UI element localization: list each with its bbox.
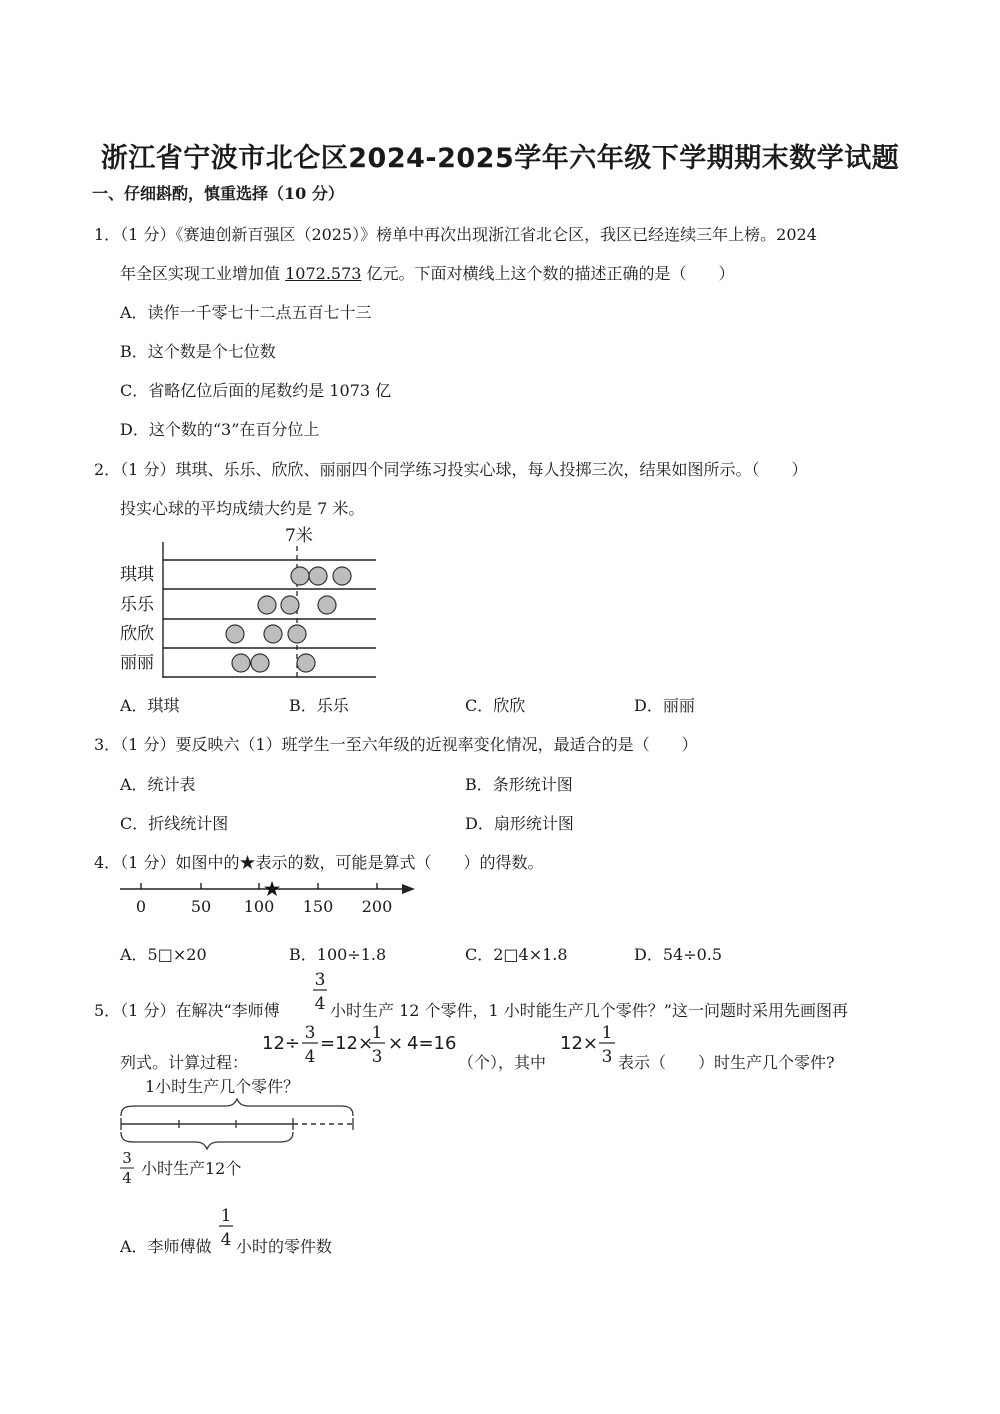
- svg-text:3: 3: [601, 1047, 613, 1067]
- svg-text:3: 3: [371, 1047, 383, 1067]
- q1-option-d[interactable]: D．这个数的“3”在百分位上: [120, 420, 320, 439]
- q5-calc-part-b: =12×: [320, 1033, 374, 1054]
- q2-throw-dot: [232, 654, 250, 672]
- q3-option-b[interactable]: B．条形统计图: [465, 775, 573, 794]
- q2-throw-dot: [288, 625, 306, 643]
- q5-option-a-fraction: [218, 1204, 234, 1252]
- q2-throw-dot: [251, 654, 269, 672]
- svg-text:1: 1: [371, 1023, 383, 1043]
- q4-option-b[interactable]: B．100÷1.8: [289, 945, 387, 964]
- svg-text:4: 4: [314, 994, 326, 1014]
- q2-name-qiqi: 琪琪: [120, 565, 154, 585]
- q2-line2: 投实心球的平均成绩大约是 7 米。: [120, 499, 365, 518]
- q2-option-a[interactable]: A．琪琪: [120, 696, 180, 715]
- q5-unit-text: （个），其中: [458, 1053, 547, 1072]
- q5-bottom-brace: [121, 1132, 293, 1149]
- q2-chart-7m-label: 7米: [285, 526, 313, 546]
- q2-line1: 2．（1 分）琪琪、乐乐、欣欣、丽丽四个同学练习投实心球，每人投掷三次，结果如图所示。（ ）: [94, 460, 808, 479]
- q2-option-d[interactable]: D．丽丽: [634, 696, 695, 715]
- q1-option-c[interactable]: C．省略亿位后面的尾数约是 1073 亿: [120, 381, 392, 400]
- q1-line2-pre: 年全区实现工业增加值: [120, 264, 286, 283]
- q1-line1: 1．（1 分）《赛迪创新百强区（2025）》榜单中再次出现浙江省北仑区，我区已经连续三年上榜。2024: [94, 225, 817, 244]
- q1-line2-post: 亿元。下面对横线上这个数的描述正确的是（ ）: [361, 264, 735, 283]
- q3-option-c[interactable]: C．折线统计图: [120, 814, 229, 833]
- q2-throw-dot: [281, 596, 299, 614]
- q4-option-c[interactable]: C．2□4×1.8: [465, 945, 568, 964]
- q5-line1-post: 小时生产 12 个零件，1 小时能生产几个零件？”这一问题时采用先画图再: [330, 1001, 848, 1020]
- q4-star-marker: ★: [262, 877, 282, 901]
- q3-option-a[interactable]: A．统计表: [120, 775, 196, 794]
- q5-expr-part-a: 12×: [560, 1033, 598, 1054]
- q5-diagram-bottom-label: 小时生产12个: [141, 1159, 242, 1178]
- section-heading: 一、仔细斟酌，慎重选择（10 分）: [92, 184, 344, 203]
- q4-option-a[interactable]: A．5□×20: [120, 945, 207, 964]
- q2-dot-chart: [110, 522, 400, 682]
- svg-text:1: 1: [220, 1206, 232, 1226]
- q4-tick-label: 150: [302, 897, 334, 916]
- q5-option-a-pre[interactable]: A．李师傅做: [120, 1237, 212, 1256]
- q5-diagram-top-label: 1小时生产几个零件？: [145, 1077, 300, 1096]
- svg-text:3: 3: [304, 1023, 316, 1043]
- q5-segment-diagram: [115, 1070, 365, 1190]
- q2-throw-dot: [297, 654, 315, 672]
- q2-name-lili: 丽丽: [120, 653, 154, 673]
- q4-tick-label: 50: [190, 897, 212, 916]
- q5-option-a-post[interactable]: 小时的零件数: [236, 1237, 333, 1256]
- q4-number-line: [115, 874, 425, 920]
- q5-fraction-3-4: [312, 968, 328, 1016]
- q5-calc-part-a: 12÷: [262, 1033, 300, 1054]
- q5-line1-pre: 5．（1 分）在解决“李师傅: [94, 1001, 280, 1020]
- svg-text:4: 4: [304, 1047, 316, 1067]
- q2-throw-dot: [226, 625, 244, 643]
- q3-line1: 3．（1 分）要反映六（1）班学生一至六年级的近视率变化情况，最适合的是（ ）: [94, 735, 698, 754]
- q2-throw-dot: [318, 596, 336, 614]
- q5-top-brace: [121, 1099, 353, 1116]
- q1-option-a[interactable]: A．读作一千零七十二点五百七十三: [120, 303, 372, 322]
- q5-line2-pre: 列式。计算过程：: [120, 1053, 249, 1072]
- q5-calc-fraction-1-3: [368, 1020, 386, 1068]
- q3-option-d[interactable]: D．扇形统计图: [465, 814, 574, 833]
- q4-tick-label: 200: [361, 897, 393, 916]
- q1-option-b[interactable]: B．这个数是个七位数: [120, 342, 276, 361]
- q2-name-xinxin: 欣欣: [120, 624, 154, 644]
- q5-calc-part-c: ×: [388, 1033, 404, 1054]
- svg-text:3: 3: [314, 970, 326, 990]
- q4-tick-label: 0: [135, 897, 147, 916]
- q4-axis-arrow: [402, 884, 415, 894]
- q2-option-c[interactable]: C．欣欣: [465, 696, 526, 715]
- q5-diagram-frac-num: 3: [122, 1149, 132, 1167]
- q5-line2-post: 表示（ ）时生产几个零件?: [618, 1053, 835, 1072]
- q4-option-d[interactable]: D．54÷0.5: [634, 945, 723, 964]
- q5-calc-fraction-3-4: [301, 1020, 319, 1068]
- q5-calc-part-d: 4=16: [407, 1033, 457, 1054]
- q2-name-lele: 乐乐: [120, 595, 154, 615]
- q4-tick-label: 100: [243, 897, 275, 916]
- q2-throw-dot: [333, 567, 351, 585]
- q5-expr-fraction-1-3: [598, 1020, 616, 1068]
- page-title: 浙江省宁波市北仑区2024-2025学年六年级下学期期末数学试题: [100, 143, 900, 174]
- q1-line2: [120, 261, 735, 284]
- q2-throw-dot: [258, 596, 276, 614]
- q2-option-b[interactable]: B．乐乐: [289, 696, 349, 715]
- q4-line1: 4．（1 分）如图中的★表示的数，可能是算式（ ）的得数。: [94, 853, 544, 872]
- q1-underlined-number: 1072.573: [285, 264, 362, 283]
- q5-diagram-frac-den: 4: [122, 1169, 132, 1187]
- q2-throw-dot: [291, 567, 309, 585]
- svg-text:4: 4: [220, 1230, 232, 1250]
- q2-throw-dot: [309, 567, 327, 585]
- q2-throw-dot: [264, 625, 282, 643]
- svg-text:1: 1: [601, 1023, 613, 1043]
